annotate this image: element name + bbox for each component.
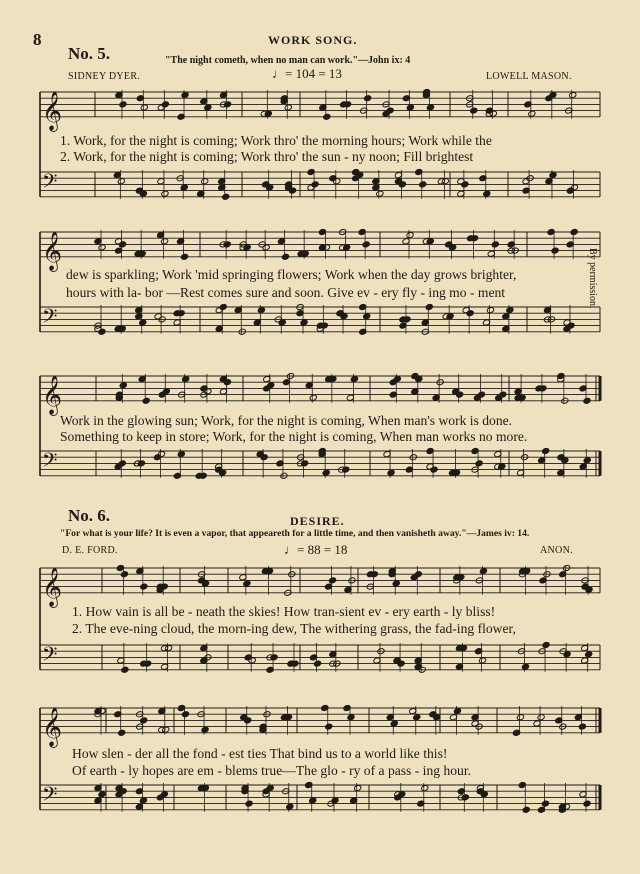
tempo-marking: ♩= 104 = 13 (272, 66, 342, 81)
note-head (569, 92, 577, 99)
note-head (413, 714, 421, 721)
note-head (470, 107, 478, 114)
note-head (181, 711, 189, 718)
lyric-line: Something to keep in store; Work, for the night is coming, When man works no more. (60, 429, 528, 444)
note-head (542, 641, 550, 648)
note-head (325, 723, 333, 730)
note-head (181, 92, 189, 99)
note-head (392, 580, 400, 587)
lyric-line: 1. Work, for the night is coming; Work thro' the morning hours; Work while the (60, 133, 492, 148)
note-head (406, 232, 414, 239)
treble-clef-icon: 𝄞 (42, 706, 63, 747)
note-head (300, 319, 308, 326)
lyric-line: Of earth - ly hopes are em - blems true—The glo - ry of a pass - ing hour. (72, 763, 472, 778)
note-head (139, 319, 147, 326)
note-head (583, 800, 591, 807)
composer-credit: LOWELL MASON. (486, 71, 572, 82)
note-head (278, 319, 286, 326)
note-head (421, 785, 429, 792)
note-head (142, 397, 150, 404)
note-head (466, 310, 474, 317)
note-head (243, 580, 251, 587)
hymn-number: No. 6. (68, 506, 111, 525)
composer-credit: ANON. (540, 545, 573, 556)
hymn-number: No. 5. (68, 44, 111, 63)
quarter-note-icon: ♩ (284, 542, 297, 557)
note-head (549, 92, 557, 99)
note-head (119, 241, 127, 248)
note-head (506, 307, 514, 314)
note-head (387, 469, 395, 476)
note-head (201, 178, 209, 185)
epigraph: "The night cometh, when no man can work."—John ix: 4 (165, 55, 411, 66)
note-head (491, 241, 499, 248)
note-head (140, 717, 148, 724)
tempo-marking: ♩= 88 = 18 (284, 542, 348, 557)
note-head (406, 104, 414, 111)
note-head (162, 388, 170, 395)
note-head (376, 190, 384, 197)
note-head (430, 466, 438, 473)
note-head (419, 181, 427, 188)
note-head (461, 181, 469, 188)
note-head (204, 104, 212, 111)
note-head (528, 110, 536, 117)
bass-clef-icon: 𝄢 (42, 642, 58, 671)
note-head (453, 708, 461, 715)
note-head (284, 104, 292, 111)
note-head (486, 307, 494, 314)
note-head (119, 382, 127, 389)
note-head (313, 660, 321, 667)
hymn-title: DESIRE. (290, 514, 345, 528)
lyric-line: hours with la- bor —Rest comes sure and soon. Give ev - ery fly - ing mo - ment (66, 285, 506, 300)
note-head (499, 391, 507, 398)
note-head (479, 568, 487, 575)
note-head (516, 714, 524, 721)
note-head (257, 307, 265, 314)
note-head (549, 172, 557, 179)
note-head (425, 303, 433, 310)
note-head (347, 714, 355, 721)
note-head (364, 95, 372, 102)
note-head (161, 101, 169, 108)
note-head (363, 313, 371, 320)
treble-clef-icon: 𝄞 (42, 230, 63, 271)
note-head (542, 447, 550, 454)
note-head (331, 797, 339, 804)
note-head (551, 247, 559, 254)
lyric-line: 2. Work, for the night is coming; Work thro' the sun - ny noon; Fill brightest (60, 149, 474, 164)
lyric-line: 2. The eve-ning cloud, the morn-ing dew, The withering grass, the fad-ing flower, (72, 621, 516, 636)
note-head (161, 238, 169, 245)
bass-clef-icon: 𝄢 (42, 304, 58, 333)
note-head (161, 190, 169, 197)
permission-note: By permission. (587, 248, 598, 309)
note-head (118, 729, 126, 736)
note-head (222, 193, 230, 200)
note-head (354, 785, 362, 792)
note-head (177, 451, 185, 458)
note-head (309, 394, 317, 401)
treble-clef-icon: 𝄞 (42, 374, 63, 415)
note-head (267, 382, 275, 389)
epigraph: "For what is your life? It is even a vapor, that appeareth for a little time, and then vanisheth away."—James iv: 14. (60, 528, 530, 539)
note-head (117, 178, 125, 185)
note-head (180, 184, 188, 191)
note-head (262, 244, 270, 251)
lyric-line: dew is sparkling; Work 'mid springing flowers; Work when the day grows brighter, (66, 267, 517, 282)
note-head (475, 460, 483, 467)
note-head (583, 457, 591, 464)
note-head (570, 228, 578, 235)
note-head (98, 791, 106, 798)
note-head (309, 797, 317, 804)
note-head (362, 241, 370, 248)
note-head (98, 244, 106, 251)
page-number: 8 (33, 30, 42, 49)
note-head (537, 714, 545, 721)
note-head (98, 328, 106, 335)
note-head (118, 460, 126, 467)
note-head (160, 791, 168, 798)
lyric-line: Work in the glowing sun; Work, for the night is coming, When man's work is done. (60, 413, 513, 428)
note-head (182, 376, 190, 383)
note-head (266, 785, 274, 792)
note-head (140, 104, 148, 111)
note-head (181, 253, 189, 260)
note-head (578, 723, 586, 730)
bass-clef-icon: 𝄢 (42, 782, 58, 811)
note-head (386, 107, 394, 114)
hymn-title: WORK SONG. (268, 33, 358, 47)
note-head (350, 376, 358, 383)
note-head (585, 651, 593, 658)
quarter-note-icon: ♩ (272, 66, 285, 81)
note-head (140, 583, 148, 590)
treble-clef-icon: 𝄞 (42, 90, 63, 131)
note-head (323, 113, 331, 120)
lyric-line: How slen - der all the fond - est ties That bind us to a world like this! (72, 746, 448, 761)
note-head (479, 657, 487, 664)
author-credit: D. E. FORD. (62, 545, 118, 556)
note-head (583, 397, 591, 404)
note-head (121, 666, 129, 673)
note-head (245, 800, 253, 807)
lyric-line: 1. How vain is all be - neath the skies! How tran-sient ev - ery earth - ly bliss! (72, 604, 496, 619)
note-head (483, 190, 491, 197)
author-credit: SIDNEY DYER. (68, 71, 141, 82)
note-head (328, 577, 336, 584)
note-head (281, 253, 289, 260)
bass-clef-icon: 𝄢 (42, 448, 58, 477)
note-head (426, 104, 434, 111)
note-head (219, 303, 227, 310)
note-head (541, 800, 549, 807)
note-head (322, 469, 330, 476)
note-head (477, 391, 485, 398)
note-head (563, 651, 571, 658)
note-head (119, 101, 127, 108)
bass-clef-icon: 𝄢 (42, 169, 58, 198)
note-head (390, 720, 398, 727)
note-head (521, 663, 529, 670)
note-head (139, 797, 147, 804)
note-head (201, 726, 209, 733)
note-head (414, 571, 422, 578)
note-head (522, 806, 530, 813)
note-head (120, 571, 128, 578)
treble-clef-icon: 𝄞 (42, 566, 63, 607)
note-head (286, 803, 294, 810)
